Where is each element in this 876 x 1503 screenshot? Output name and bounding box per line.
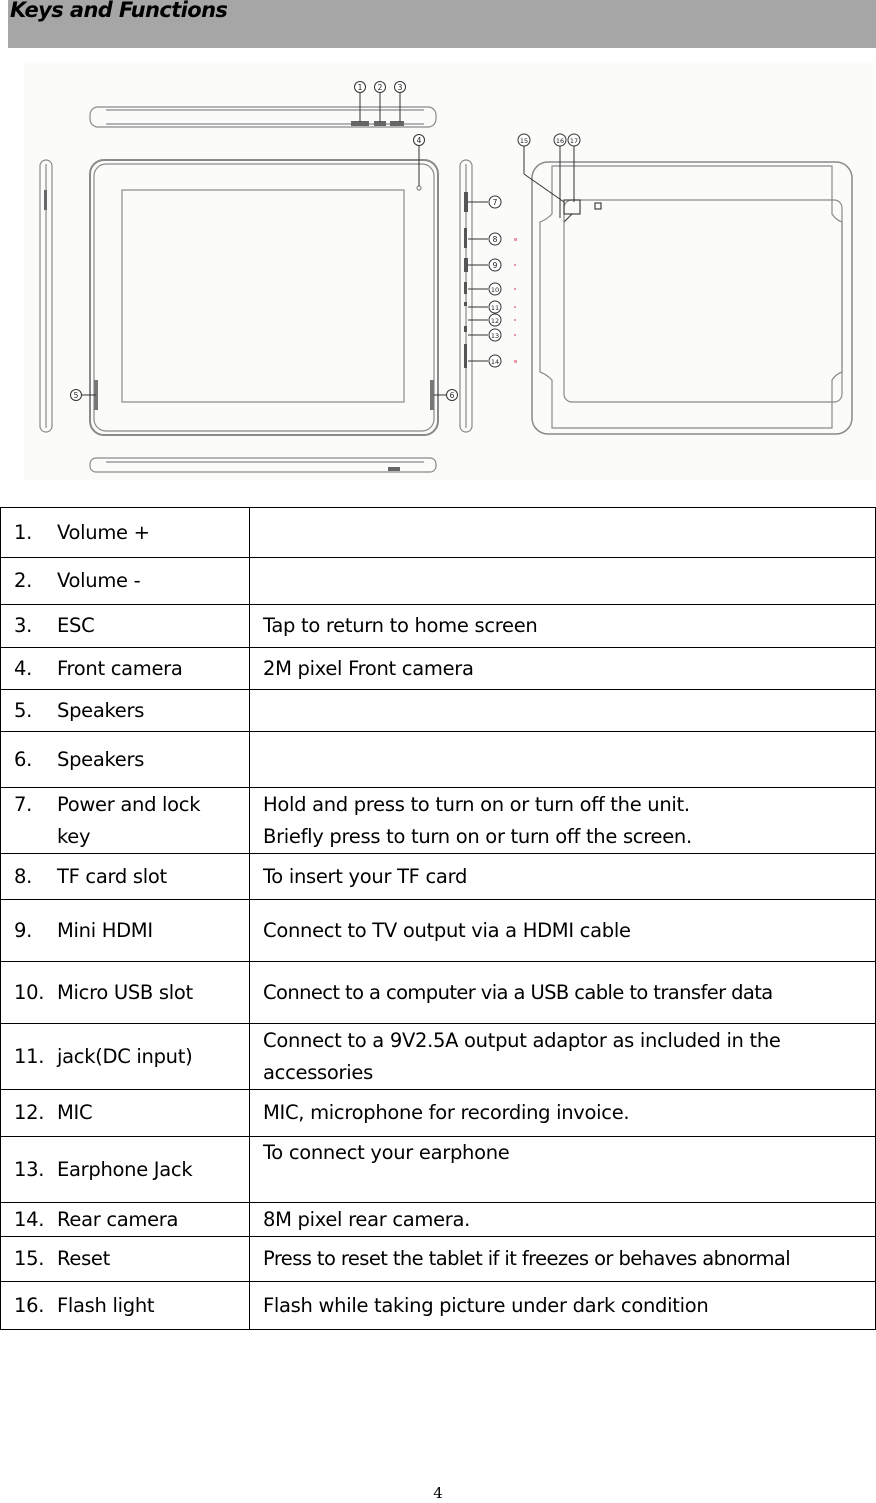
key-name: Speakers xyxy=(57,698,145,722)
row-number: 3. xyxy=(14,614,33,637)
svg-text:17: 17 xyxy=(569,137,579,145)
front-view xyxy=(90,160,438,435)
key-description: To connect your earphone xyxy=(263,1141,510,1164)
table-row xyxy=(1,788,876,854)
table-row xyxy=(1,558,876,605)
table-row xyxy=(1,690,876,732)
key-name: jack(DC input) xyxy=(57,1044,193,1068)
svg-text:10: 10 xyxy=(490,286,500,294)
callout-labels xyxy=(74,83,579,400)
table-row xyxy=(1,648,876,690)
callout-markers xyxy=(71,82,581,401)
port-marks xyxy=(514,238,517,363)
svg-text:12: 12 xyxy=(490,317,500,325)
key-description: Tap to return to home screen xyxy=(263,614,538,637)
key-name: Volume - xyxy=(57,569,141,592)
key-name: Power and lock key xyxy=(57,792,201,848)
key-name: Reset xyxy=(57,1247,110,1270)
key-name: MIC xyxy=(57,1101,93,1124)
key-name: Micro USB slot xyxy=(57,980,193,1004)
table-row xyxy=(1,962,876,1024)
key-description-line2: Briefly press to turn on or turn off the screen. xyxy=(263,824,692,848)
bottom-edge-view xyxy=(90,458,436,472)
key-description: Connect to a 9V2.5A output adaptor as included in the accessories xyxy=(263,1028,781,1084)
key-name: Flash light xyxy=(57,1293,155,1317)
svg-text:1: 1 xyxy=(357,83,363,92)
svg-text:7: 7 xyxy=(492,198,498,207)
table-row xyxy=(1,1282,876,1330)
table-row xyxy=(1,508,876,558)
row-number: 13. xyxy=(14,1157,45,1181)
row-number: 8. xyxy=(14,864,33,888)
svg-text:5: 5 xyxy=(73,391,79,400)
table-row xyxy=(1,1137,876,1203)
row-number: 6. xyxy=(14,747,33,771)
row-number: 5. xyxy=(14,698,33,722)
svg-text:15: 15 xyxy=(519,137,529,145)
row-number: 4. xyxy=(14,656,33,680)
section-header-bar xyxy=(8,0,876,48)
svg-text:6: 6 xyxy=(449,391,455,400)
key-description-line1: Hold and press to turn on or turn off the unit. xyxy=(263,792,690,816)
row-number: 14. xyxy=(14,1207,45,1231)
key-description: 8M pixel rear camera. xyxy=(263,1207,471,1231)
row-number: 11. xyxy=(14,1044,45,1068)
back-view xyxy=(532,162,852,434)
key-description: Press to reset the tablet if it freezes or behaves abnormal xyxy=(263,1247,791,1270)
key-name: Volume + xyxy=(57,520,150,544)
table-row xyxy=(1,605,876,648)
tablet-diagram xyxy=(24,62,874,480)
top-edge-view xyxy=(90,107,436,127)
key-description: Connect to a computer via a USB cable to transfer data xyxy=(263,980,773,1004)
key-description: MIC, microphone for recording invoice. xyxy=(263,1101,630,1124)
row-number: 1. xyxy=(14,520,33,544)
key-name: Front camera xyxy=(57,656,183,680)
page-number: 4 xyxy=(433,1484,443,1502)
table-row xyxy=(1,854,876,900)
key-description: Flash while taking picture under dark condition xyxy=(263,1293,709,1317)
table-row xyxy=(1,1203,876,1237)
row-number: 7. xyxy=(14,792,33,816)
left-side-view xyxy=(40,160,52,432)
section-title: Keys and Functions xyxy=(10,0,228,22)
row-number: 16. xyxy=(14,1293,45,1317)
table-row xyxy=(1,1090,876,1137)
key-name: TF card slot xyxy=(57,864,167,888)
row-number: 12. xyxy=(14,1101,45,1124)
key-name: ESC xyxy=(57,614,95,637)
svg-text:11: 11 xyxy=(490,304,500,312)
right-side-view xyxy=(460,160,472,432)
svg-text:13: 13 xyxy=(490,332,500,340)
key-description: Connect to TV output via a HDMI cable xyxy=(263,918,631,942)
svg-text:3: 3 xyxy=(397,83,403,92)
key-description: To insert your TF card xyxy=(263,864,468,888)
key-description: 2M pixel Front camera xyxy=(263,656,474,680)
svg-text:16: 16 xyxy=(555,137,565,145)
key-name: Rear camera xyxy=(57,1207,179,1231)
key-name: Mini HDMI xyxy=(57,918,153,942)
row-number: 2. xyxy=(14,569,33,592)
svg-text:14: 14 xyxy=(490,358,500,366)
keys-functions-table xyxy=(0,507,876,1330)
key-name: Earphone Jack xyxy=(57,1157,193,1181)
svg-text:4: 4 xyxy=(416,136,422,145)
row-number: 15. xyxy=(14,1247,45,1270)
table-row xyxy=(1,1237,876,1282)
table-row xyxy=(1,732,876,788)
row-number: 9. xyxy=(14,918,33,942)
svg-text:8: 8 xyxy=(492,235,498,244)
key-name: Speakers xyxy=(57,747,145,771)
svg-text:2: 2 xyxy=(377,83,383,92)
table-row xyxy=(1,900,876,962)
row-number: 10. xyxy=(14,980,45,1004)
table-row xyxy=(1,1024,876,1090)
svg-text:9: 9 xyxy=(492,261,498,270)
